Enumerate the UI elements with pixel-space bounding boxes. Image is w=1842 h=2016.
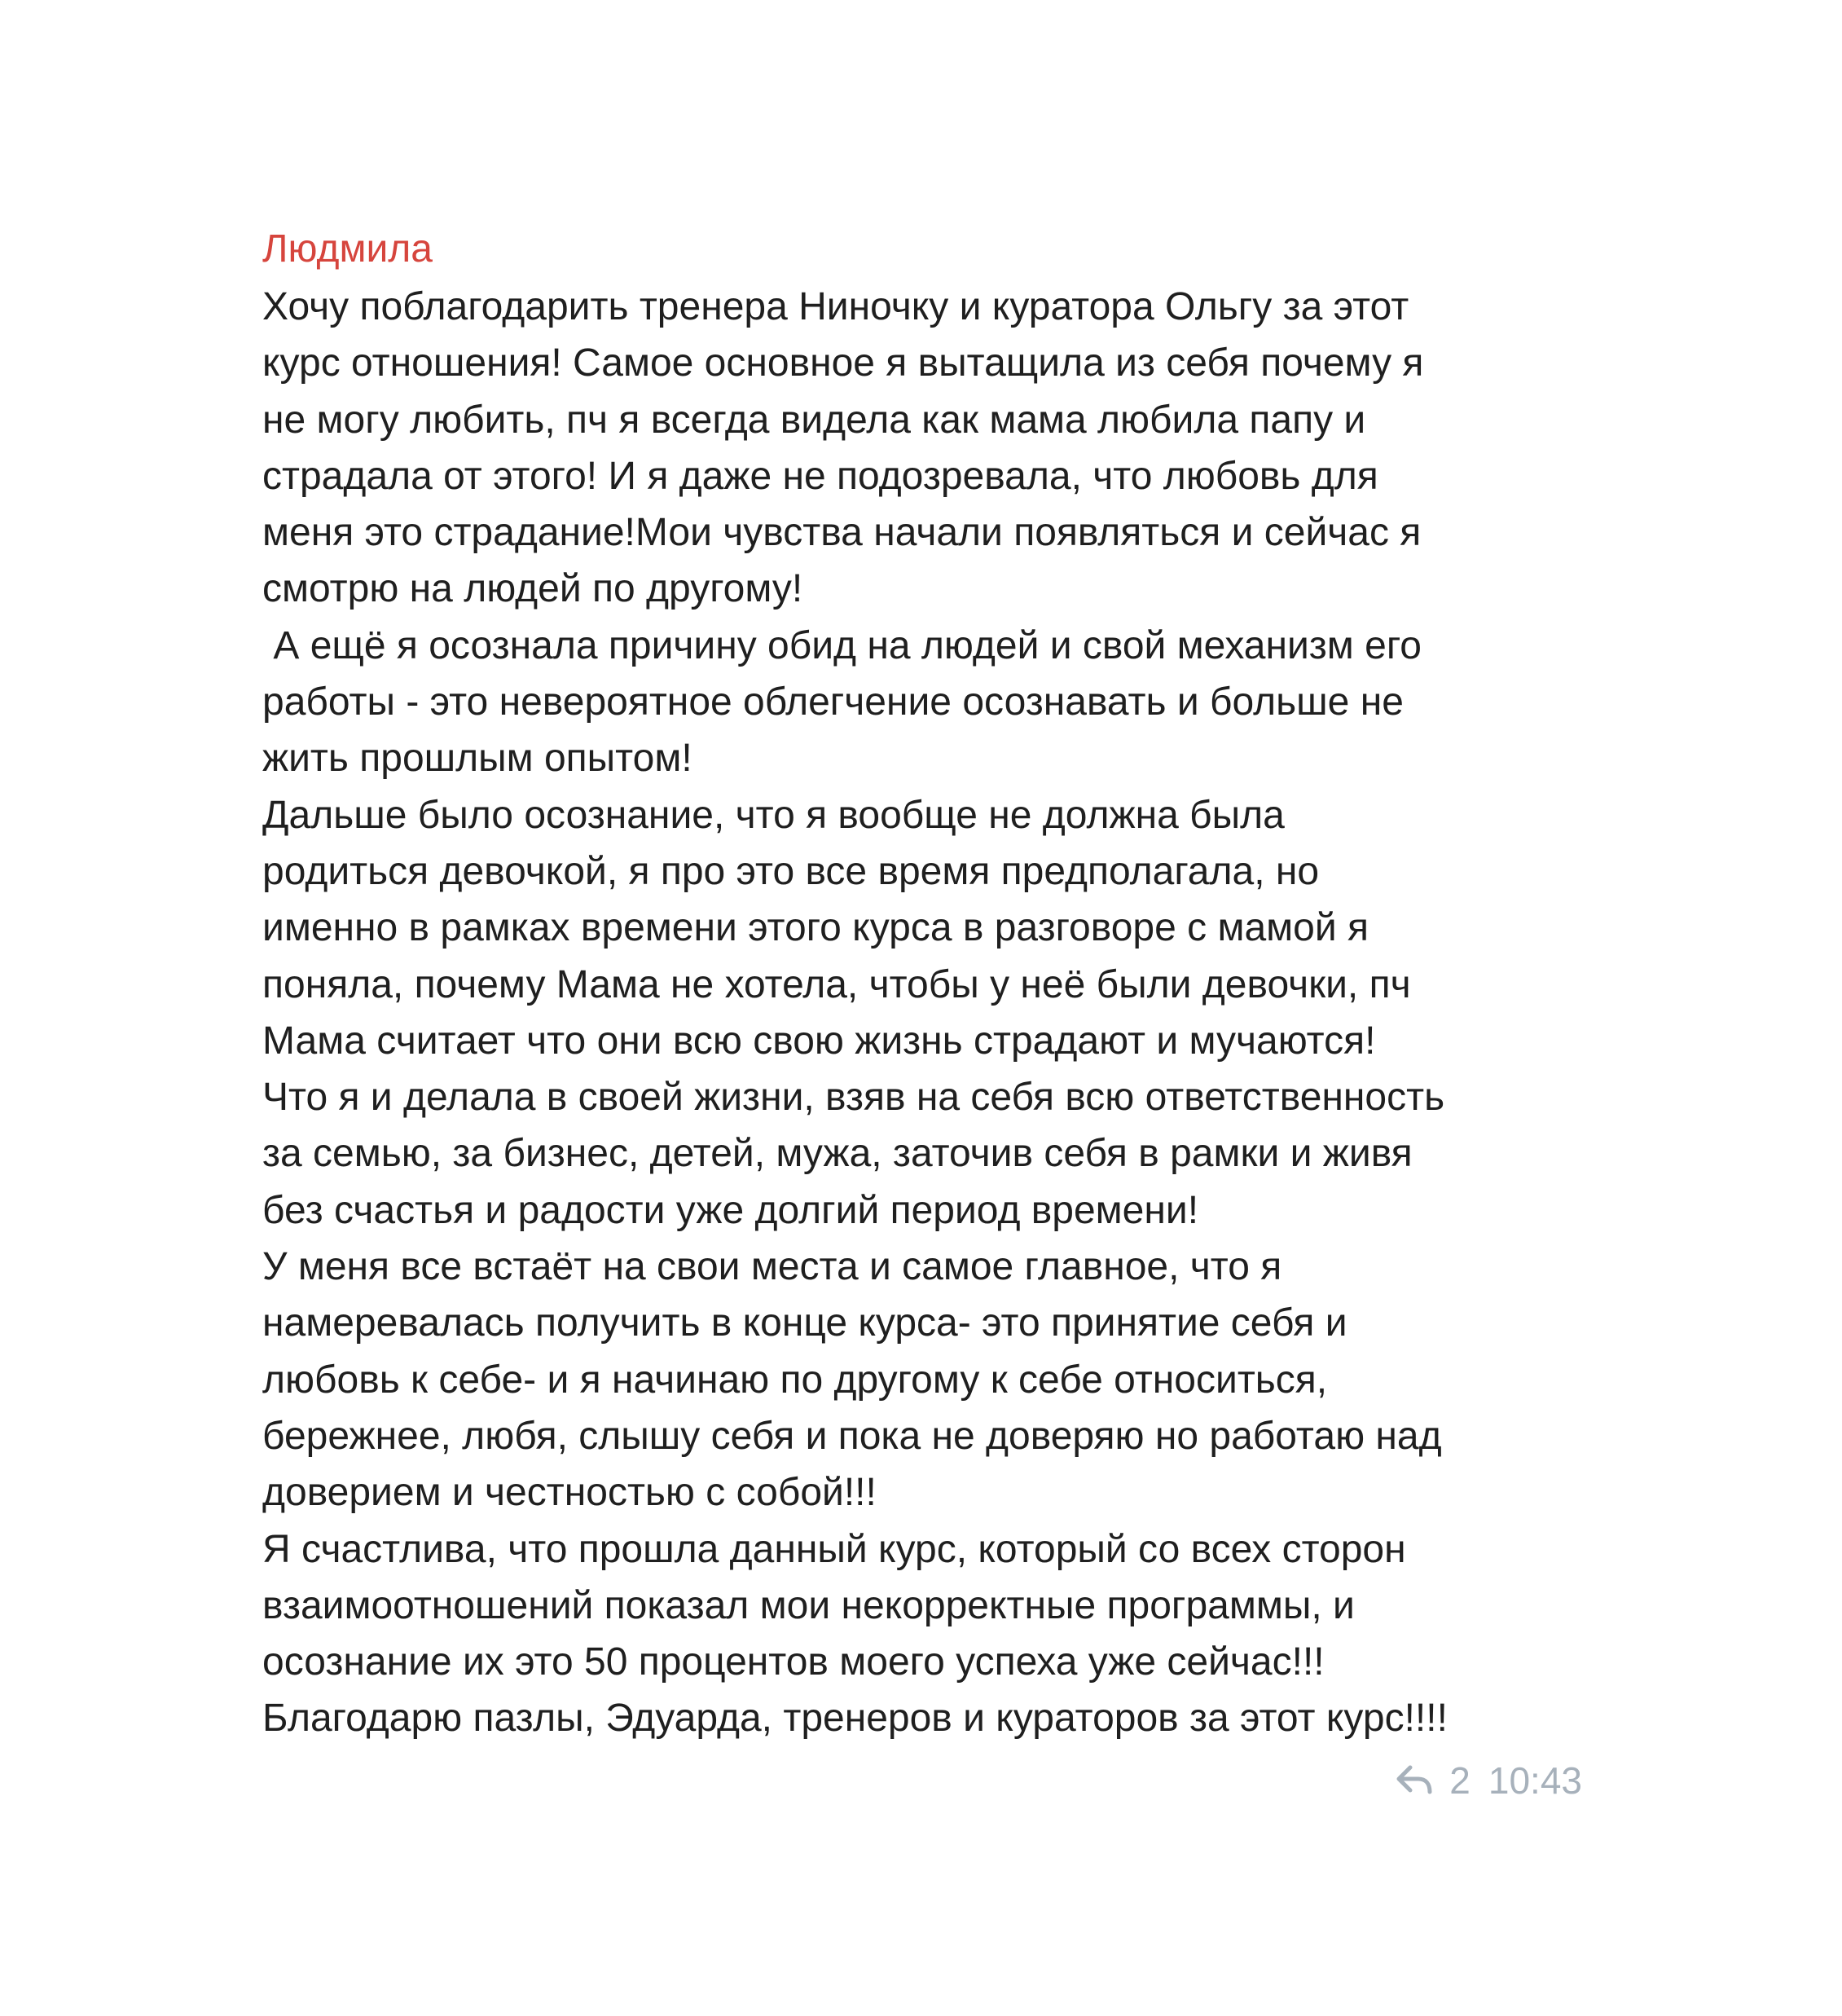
- message-line: Благодарю пазлы, Эдуарда, тренеров и кураторов за этот курс!!!!: [262, 1697, 1448, 1741]
- message-line: поняла, почему Мама не хотела, чтобы у неё были девочки, пч: [262, 962, 1411, 1006]
- message-line: А ещё я осознала причину обид на людей и свой механизм его: [262, 623, 1422, 667]
- message-line: осознание их это 50 процентов моего успеха уже сейчас!!!: [262, 1640, 1325, 1684]
- message-line: меня это страдание!Мои чувства начали появляться и сейчас я: [262, 511, 1422, 555]
- message-line: не могу любить, пч я всегда видела как мама любила папу и: [262, 398, 1366, 442]
- reply-count: 2: [1449, 1758, 1471, 1802]
- message-line: без счастья и радости уже долгий период времени!: [262, 1188, 1199, 1232]
- message-line: родиться девочкой, я про это все время предполагала, но: [262, 849, 1320, 893]
- message-text: [262, 279, 1582, 1747]
- chat-message[interactable]: [262, 222, 1582, 1807]
- message-line: Что я и делала в своей жизни, взяв на себя всю ответственность: [262, 1076, 1445, 1120]
- message-line: страдала от этого! И я даже не подозревала, что любовь для: [262, 454, 1378, 498]
- message-line: любовь к себе- и я начинаю по другому к себе относиться,: [262, 1358, 1328, 1402]
- message-line: жить прошлым опытом!: [262, 737, 692, 781]
- message-line: Хочу поблагодарить тренера Ниночку и куратора Ольгу за этот: [262, 285, 1409, 328]
- message-line: за семью, за бизнес, детей, мужа, заточив себя в рамки и живя: [262, 1132, 1413, 1176]
- message-line: Дальше было осознание, что я вообще не должна была: [262, 793, 1285, 837]
- sender-name[interactable]: Людмила: [262, 227, 433, 271]
- message-line: доверием и честностью с собой!!!: [262, 1471, 877, 1515]
- message-line: Мама считает что они всю свою жизнь страдают и мучаются!: [262, 1019, 1376, 1063]
- message-line: курс отношения! Самое основное я вытащила из себя почему я: [262, 341, 1424, 385]
- message-line: намеревалась получить в конце курса- это принятие себя и: [262, 1301, 1347, 1345]
- message-line: именно в рамках времени этого курса в разговоре с мамой я: [262, 906, 1369, 950]
- replies[interactable]: [1392, 1754, 1471, 1807]
- message-meta: [262, 1754, 1582, 1807]
- message-line: У меня все встаёт на свои места и самое главное, что я: [262, 1245, 1282, 1289]
- message-line: смотрю на людей по другому!: [262, 567, 803, 611]
- message-line: бережнее, любя, слышу себя и пока не доверяю но работаю над: [262, 1414, 1442, 1458]
- message-line: Я счастлива, что прошла данный курс, который со всех сторон: [262, 1527, 1406, 1571]
- message-line: работы - это невероятное облегчение осознавать и больше не: [262, 680, 1404, 724]
- message-time: 10:43: [1488, 1758, 1582, 1802]
- message-line: взаимоотношений показал мои некорректные программы, и: [262, 1583, 1355, 1627]
- reply-arrow-icon[interactable]: [1392, 1761, 1436, 1800]
